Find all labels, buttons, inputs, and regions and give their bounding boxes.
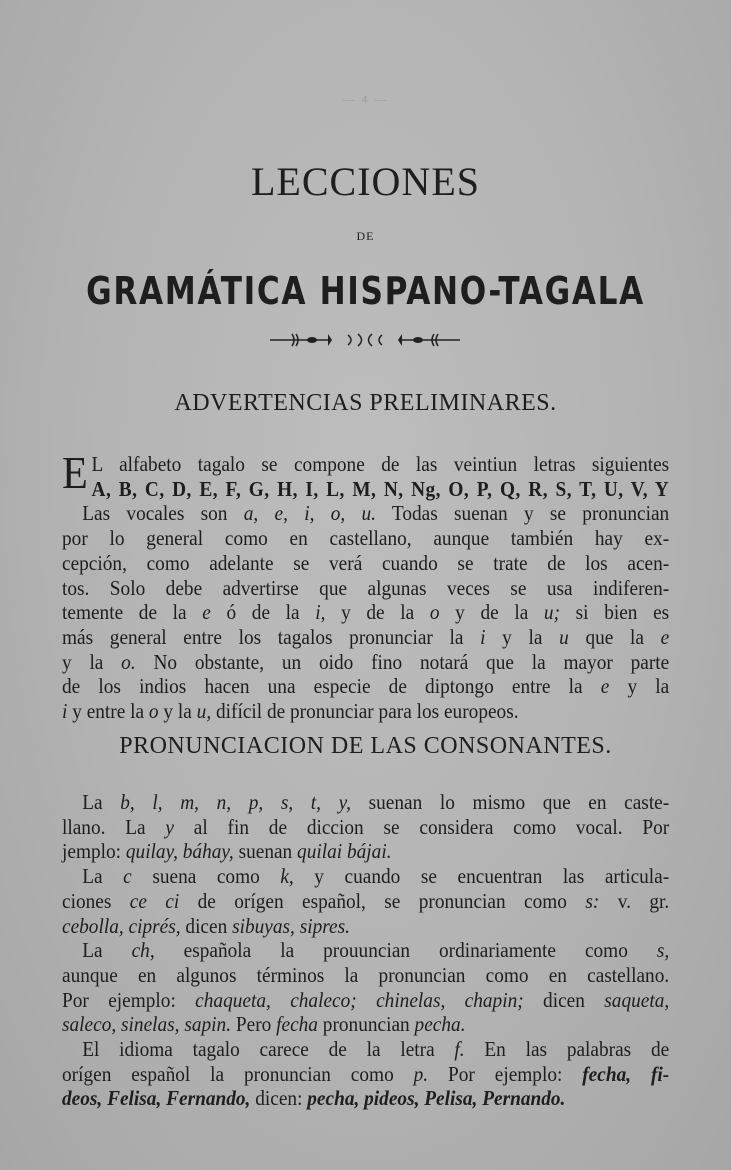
- section-body-advertencias: [62, 447, 670, 724]
- text-line: por lo general como en castellano, aunque también hay ex-: [62, 526, 670, 551]
- section-body-consonantes: [62, 790, 669, 1111]
- text-line: Las vocales son a, e, i, o, u. Todas suenan y se pronuncian: [82, 501, 670, 526]
- text-line: deos, Felisa, Fernando, dicen: pecha, pideos, Pelisa, Pernando.: [62, 1086, 566, 1111]
- text-line: i y entre la o y la u, difícil de pronunciar para los europeos.: [62, 699, 519, 724]
- title-connector: DE: [356, 229, 375, 243]
- drop-cap: E: [62, 447, 88, 498]
- alphabet-line: A, B, C, D, E, F, G, H, I, L, M, N, Ng, O, P, Q, R, S, T, U, V, Y: [91, 476, 670, 501]
- text-line: de los indios hacen una especie de diptongo entre la e y la: [62, 674, 670, 699]
- text-line: tos. Solo debe advertirse que algunas veces se usa indiferen-: [62, 575, 670, 600]
- ornament-rule-icon: [270, 330, 460, 350]
- text-line: La c suena como k, y cuando se encuentran las articula-: [82, 864, 670, 889]
- page-number: — 4 —: [342, 92, 389, 106]
- text-line: L alfabeto tagalo se compone de las veintiun letras siguientes: [91, 452, 670, 476]
- text-line: ciones ce ci de orígen español, se pronuncian como s: v. gr.: [62, 888, 670, 913]
- text-line: llano. La y al fin de diccion se considera como vocal. Por: [62, 814, 670, 839]
- text-line: La ch, española la prouuncian ordinariamente como s,: [82, 938, 670, 963]
- text-line: temente de la e ó de la i, y de la o y de la u; si bien es: [62, 600, 670, 625]
- text-line: cebolla, ciprés, dicen sibuyas, sipres.: [62, 913, 350, 938]
- section-heading-consonantes: PRONUNCIACION DE LAS CONSONANTES.: [119, 733, 612, 759]
- text-line: cepción, como adelante se verá cuando se trate de los acen-: [62, 550, 670, 575]
- section-heading-advertencias: ADVERTENCIAS PRELIMINARES.: [174, 390, 557, 416]
- text-line: más general entre los tagalos pronunciar la i y la u que la e: [62, 624, 670, 649]
- text-line: saleco, sinelas, sapin. Pero fecha pronuncian pecha.: [62, 1012, 466, 1037]
- title-main: LECCIONES: [251, 159, 480, 204]
- text-line: jemplo: quilay, báhay, suenan quilai bájai.: [62, 839, 392, 864]
- text-line: aunque en algunos términos la pronuncian como en castellano.: [62, 962, 670, 987]
- text-line: orígen español la pronuncian como p. Por ejemplo: fecha, fi-: [62, 1061, 670, 1086]
- text-line: El idioma tagalo carece de la letra f. En las palabras de: [82, 1037, 670, 1062]
- text-line: Por ejemplo: chaqueta, chaleco; chinelas, chapin; dicen saqueta,: [62, 987, 670, 1012]
- text-line: La b, l, m, n, p, s, t, y, suenan lo mismo que en caste-: [82, 790, 670, 814]
- text-line: y la o. No obstante, un oido fino notará que la mayor parte: [62, 649, 670, 674]
- title-subtitle: GRAMÁTICA HISPANO-TAGALA: [86, 269, 645, 313]
